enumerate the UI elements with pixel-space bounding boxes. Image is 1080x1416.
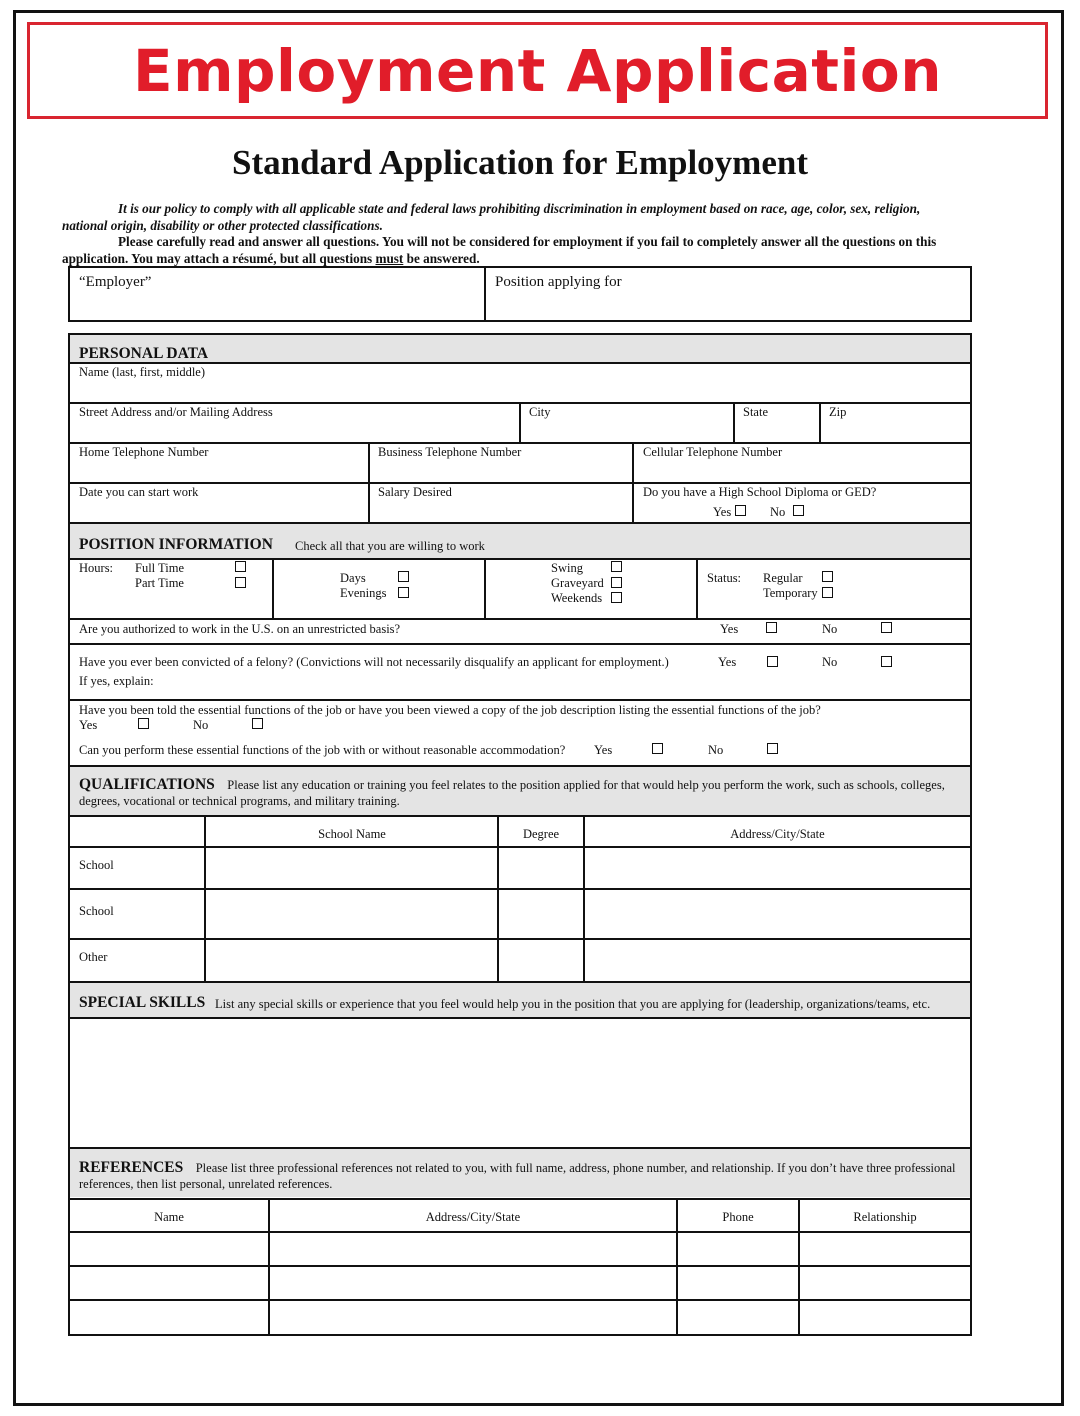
divider [497,815,499,982]
start-date-field[interactable]: Date you can start work [79,485,199,499]
diploma-no-checkbox[interactable] [793,505,804,516]
position-info-heading: POSITION INFORMATION [79,536,273,553]
divider [68,1198,972,1200]
qual-col-degree: Degree [522,827,560,841]
banner [27,22,1048,119]
form-title: Standard Application for Employment [232,143,808,182]
essential-told-no-checkbox[interactable] [252,718,263,729]
state-field[interactable]: State [743,405,768,419]
swing-label: Swing [551,561,583,575]
divider [819,402,821,442]
essential-told-no-label: No [193,718,209,732]
street-address-field[interactable]: Street Address and/or Mailing Address [79,405,273,419]
divider [68,643,972,645]
qual-row-label: School [79,858,114,872]
status-label: Status: [707,571,742,585]
references-header [79,1160,959,1192]
part-time-label: Part Time [135,576,184,590]
essential-perform-no-label: No [708,743,724,757]
divider [268,1198,270,1336]
references-description: Please list three professional references not related to you, with full name, address, phone number, and relationship. If you don’t have three professional references, then list personal, unrelated references. [79,1161,956,1191]
diploma-question: Do you have a High School Diploma or GED? [643,485,877,499]
ref-col-name: Name [154,1210,184,1224]
regular-label: Regular [763,571,803,585]
essential-perform-yes-label: Yes [594,743,613,757]
position-info-subheading: Check all that you are willing to work [295,539,485,553]
instructions-text: Please carefully read and answer all questions. You will not be considered for employment if you fail to completely answer all the questions on this application. You may attach a résumé, but all questions must be answered. [62,234,937,266]
divider [484,558,486,619]
authorized-yes-label: Yes [720,622,739,636]
part-time-checkbox[interactable] [235,577,246,588]
felony-no-label: No [822,655,838,669]
qual-col-address: Address/City/State [730,827,825,841]
essential-told-question: Have you been told the essential functions of the job or have you been viewed a copy of the job description listing the essential functions of the job? [79,703,821,717]
skills-heading: SPECIAL SKILLS [79,994,206,1011]
divider [68,442,972,444]
divider [272,558,274,619]
felony-no-checkbox[interactable] [881,656,892,667]
swing-checkbox[interactable] [611,561,622,572]
banner-title: Employment Application [132,37,943,105]
qual-row-label: Other [79,950,108,964]
graveyard-checkbox[interactable] [611,577,622,588]
essential-perform-yes-checkbox[interactable] [652,743,663,754]
full-time-checkbox[interactable] [235,561,246,572]
business-phone-field[interactable]: Business Telephone Number [378,445,522,459]
ref-col-phone: Phone [722,1210,754,1224]
name-field[interactable]: Name (last, first, middle) [79,365,206,379]
employer-field[interactable]: “Employer” [79,274,152,290]
divider [519,402,521,442]
home-phone-field[interactable]: Home Telephone Number [79,445,209,459]
regular-checkbox[interactable] [822,571,833,582]
diploma-no-label: No [770,505,786,519]
skills-text-area[interactable] [70,1019,970,1147]
divider [68,1231,972,1233]
felony-explain-field[interactable]: If yes, explain: [79,674,154,688]
divider [68,482,972,484]
days-label: Days [340,571,366,585]
city-field[interactable]: City [529,405,551,419]
qual-row-label: School [79,904,114,918]
divider [696,558,698,619]
diploma-yes-checkbox[interactable] [735,505,746,516]
essential-told-yes-label: Yes [79,718,98,732]
references-heading: REFERENCES [79,1159,184,1176]
evenings-checkbox[interactable] [398,587,409,598]
authorized-yes-checkbox[interactable] [766,622,777,633]
graveyard-label: Graveyard [551,576,604,590]
divider [68,699,972,701]
divider [68,362,972,364]
divider [68,558,972,560]
authorized-question: Are you authorized to work in the U.S. on an unrestricted basis? [79,622,401,636]
evenings-label: Evenings [340,586,387,600]
position-applying-field[interactable]: Position applying for [495,274,622,290]
weekends-checkbox[interactable] [611,592,622,603]
temporary-checkbox[interactable] [822,587,833,598]
hours-label: Hours: [79,561,114,575]
felony-yes-label: Yes [718,655,737,669]
qualifications-description: Please list any education or training you feel relates to the position applied for that would help you perform the work, such as schools, colleges, degrees, vocational or technical programs, and military training. [79,778,945,808]
full-time-label: Full Time [135,561,184,575]
divider [798,1198,800,1336]
salary-field[interactable]: Salary Desired [378,485,452,499]
divider [484,266,486,322]
essential-perform-no-checkbox[interactable] [767,743,778,754]
ref-col-relationship: Relationship [853,1210,917,1224]
diploma-yes-label: Yes [713,505,732,519]
divider [68,1299,972,1301]
days-checkbox[interactable] [398,571,409,582]
ref-col-address: Address/City/State [425,1210,521,1224]
essential-perform-question: Can you perform these essential functions of the job with or without reasonable accommodation? [79,743,566,757]
weekends-label: Weekends [551,591,603,605]
temporary-label: Temporary [763,586,818,600]
divider [733,402,735,442]
divider [676,1198,678,1336]
zip-field[interactable]: Zip [829,405,847,419]
authorized-no-label: No [822,622,838,636]
divider [583,815,585,982]
qual-col-school-name: School Name [318,827,386,841]
authorized-no-checkbox[interactable] [881,622,892,633]
skills-description: List any special skills or experience that you feel would help you in the position that you are applying for (leadership, organizations/teams, etc. [215,997,931,1011]
felony-question: Have you ever been convicted of a felony? (Convictions will not necessarily disqualify an applicant for employment.) [79,655,669,669]
divider [204,815,206,982]
essential-told-yes-checkbox[interactable] [138,718,149,729]
qualifications-heading: QUALIFICATIONS [79,776,215,793]
qualifications-header [79,777,959,809]
divider [68,1265,972,1267]
felony-yes-checkbox[interactable] [767,656,778,667]
policy-text: It is our policy to comply with all applicable state and federal laws prohibiting discrimination in employment based on race, age, color, sex, religion, national origin, disability or other protected classifications. [62,201,921,233]
personal-data-heading: PERSONAL DATA [79,345,209,362]
divider [68,618,972,620]
cell-phone-field[interactable]: Cellular Telephone Number [643,445,783,459]
